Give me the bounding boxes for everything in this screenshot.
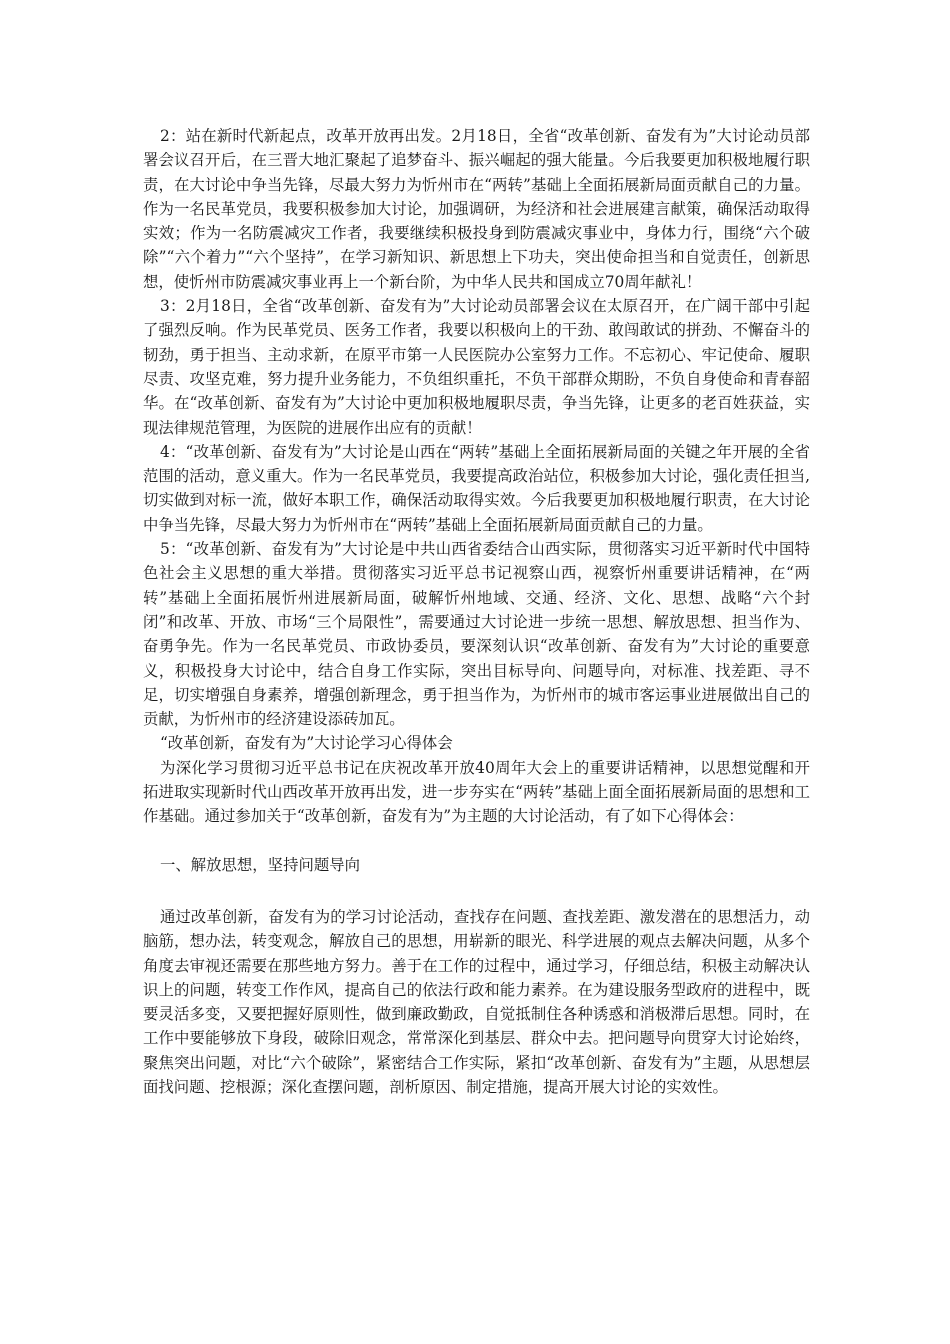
section-1-heading: 一、解放思想，坚持问题导向 <box>159 855 361 874</box>
intro-paragraph: 为深化学习贯彻习近平总书记在庆祝改革开放40周年大会上的重要讲话精神，以思想觉醒和开拓进取实现新时代山西改革开放再出发，进一步夯实在“两转”基础上面全面拓展新局面的思想和工作基础。通过参加关于“改革创新，奋发有为”为主题的大讨论活动，有了如下心得体会： <box>143 758 810 826</box>
paragraph-2: 2：站在新时代新起点，改革开放再出发。2月18日，全省“改革创新、奋发有为”大讨论动员部署会议召开后，在三晋大地汇聚起了追梦奋斗、振兴崛起的强大能量。今后我要更加积极地履行职责，在大讨论中争当先锋，尽最大努力为忻州市在“两转”基础上全面拓展新局面贡献自己的力量。作为一名民革党员，我要积极参加大讨论，加强调研，为经济和社会进展建言献策，确保活动取得实效；作为一名防震减灾工作者，我要继续积极投身到防震减灾事业中，身体力行，围绕“六个破除”“六个着力”“六个坚持”，在学习新知识、新思想上下功夫，突出使命担当和自觉责任，创新思想，使忻州市防震减灾事业再上一个新台阶，为中华人民共和国成立70周年献礼！ <box>143 127 810 291</box>
spacer <box>143 877 810 905</box>
paragraph-3: 3：2月18日，全省“改革创新、奋发有为”大讨论动员部署会议在太原召开，在广阔干部中引起了强烈反响。作为民革党员、医务工作者，我要以积极向上的干劲、敢闯敢试的拼劲、不懈奋斗的韧劲，勇于担当、主动求新，在原平市第一人民医院办公室努力工作。不忘初心、牢记使命、履职尽责、攻坚克难，努力提升业务能力，不负组织重托，不负干部群众期盼，不负自身使命和青春韶华。在“改革创新、奋发有为”大讨论中更加积极地履职尽责，争当先锋，让更多的老百姓获益，实现法律规范管理，为医院的进展作出应有的贡献！ <box>143 297 810 437</box>
paragraph-4: 4：“改革创新、奋发有为”大讨论是山西在“两转”基础上全面拓展新局面的关键之年开展的全省范围的活动，意义重大。作为一名民革党员，我要提高政治站位，积极参加大讨论，强化责任担当,切实做到对标一流，做好本职工作，确保活动取得实效。今后我要更加积极地履行职责，在大讨论中争当先锋，尽最大努力为忻州市在“两转”基础上全面拓展新局面贡献自己的力量。 <box>143 442 810 534</box>
essay-title: “改革创新，奋发有为”大讨论学习心得体会 <box>159 734 453 753</box>
section-1-body: 通过改革创新，奋发有为的学习讨论活动，查找存在问题、查找差距、激发潜在的思想活力，动脑筋，想办法，转变观念，解放自己的思想，用崭新的眼光、科学进展的观点去解决问题，从多个角度去审视还需要在那些地方努力。善于在工作的过程中，通过学习，仔细总结，积极主动解决认识上的问题，转变工作作风，提高自己的依法行政和能力素养。在为建设服务型政府的进程中，既要灵活多变，又要把握好原则性，做到廉政勤政，自觉抵制住各种诱惑和消极滞后思想。同时，在工作中要能够放下身段，破除旧观念，常常深化到基层、群众中去。把问题导向贯穿大讨论始终，聚焦突出问题，对比“六个破除”，紧密结合工作实际，紧扣“改革创新、奋发有为”主题，从思想层面找问题、挖根源；深化查摆问题，剖析原因、制定措施，提高开展大讨论的实效性。 <box>143 907 810 1096</box>
spacer <box>143 829 810 853</box>
paragraph-5: 5：“改革创新、奋发有为”大讨论是中共山西省委结合山西实际，贯彻落实习近平新时代中国特色社会主义思想的重大举措。贯彻落实习近平总书记视察山西，视察忻州重要讲话精神，在“两转”基础上全面拓展忻州进展新局面，破解忻州地域、交通、经济、文化、思想、战略“六个封闭”和改革、开放、市场“三个局限性”，需要通过大讨论进一步统一思想、解放思想、担当作为、奋勇争先。作为一名民革党员、市政协委员，要深刻认识“改革创新、奋发有为”大讨论的重要意义，积极投身大讨论中，结合自身工作实际，突出目标导向、问题导向，对标准、找差距、寻不足，切实增强自身素养，增强创新理念，勇于担当作为，为忻州市的城市客运事业进展做出自己的贡献，为忻州市的经济建设添砖加瓦。 <box>143 540 810 729</box>
document-body <box>143 124 810 1099</box>
